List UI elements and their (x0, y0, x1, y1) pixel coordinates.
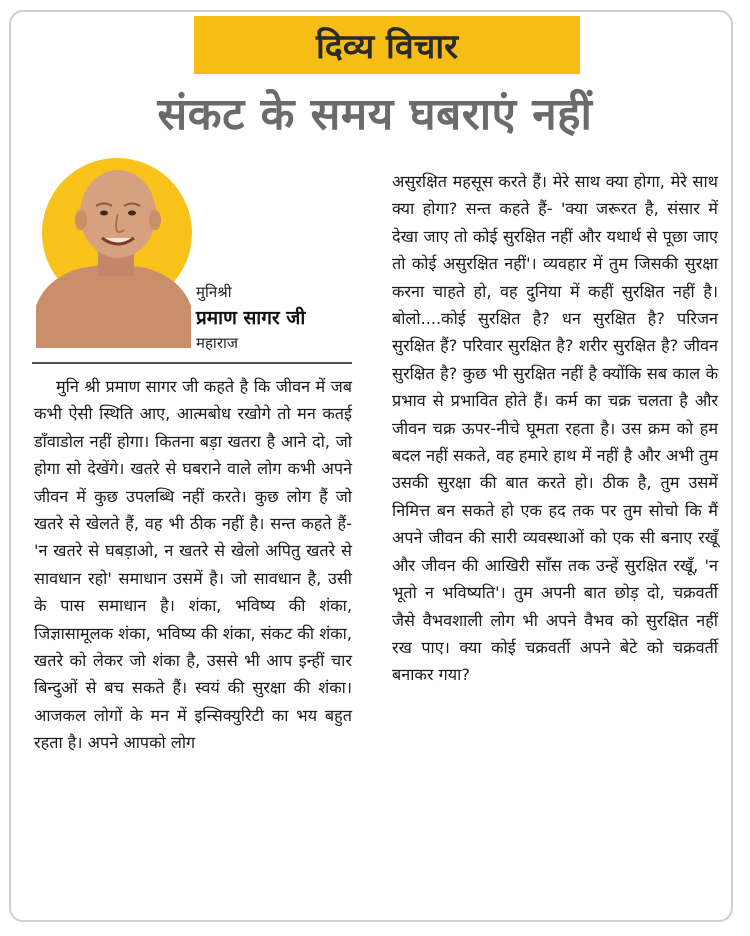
section-banner (194, 16, 580, 74)
author-name: प्रमाण सागर जी (196, 307, 306, 329)
byline-divider (32, 362, 352, 364)
author-suffix: महाराज (196, 334, 238, 352)
portrait-photo (36, 166, 191, 348)
body-column-left: मुनि श्री प्रमाण सागर जी कहते है कि जीवन में जब कभी ऐसी स्थिति आए, आत्मबोध रखोगे तो मन कतई डाँवाडोल नहीं होगा। कितना बड़ा खतरा है आने दो, जो होगा सो देखेंगे। खतरे से घबराने वाले लोग कभी अपने जीवन में कुछ उपलब्धि नहीं करते। कुछ लोग हैं जो खतरे से खेलते हैं, वह भी ठीक नहीं है। सन्त कहते हैं- 'न खतरे से घबड़ाओ, न खतरे से खेलो अपितु खतरे से सावधान रहो' समाधान उसमें है। जो सावधान है, उसी के पास समाधान है। शंका, भविष्य की शंका, जिज्ञासामूलक शंका, भविष्य की शंका, संकट की शंका, खतरे को लेकर जो शंका है, उससे भी आप इन्हीं चार बिन्दुओं से बच सकते हैं। स्वयं की सुरक्षा की शंका। आजकल लोगों के मन में इन्सिक्युरिटी का भय बहुत रहता है। अपने आपको लोग (34, 377, 352, 753)
author-byline (196, 282, 305, 353)
body-column-right: असुरक्षित महसूस करते हैं। मेरे साथ क्या होगा, मेरे साथ क्या होगा? सन्त कहते हैं- 'क्या जरूरत है, संसार में देखा जाए तो कोई सुरक्षित नहीं और यथार्थ से पूछा जाए तो कोई असुरक्षित नहीं'। व्यवहार में तुम जिसकी सुरक्षा करना चाहते हो, वह दुनिया में कहीं सुरक्षित नहीं है। बोलो....कोई सुरक्षित है? धन सुरक्षित है? परिजन सुरक्षित हैं? परिवार सुरक्षित है? शरीर सुरक्षित है? जीवन सुरक्षित है? कुछ भी सुरक्षित नहीं है क्योंकि सब काल के प्रभाव से प्रभावित होते हैं। कर्म का चक्र चलता है और जीवन चक्र ऊपर-नीचे घूमता रहता है। उस क्रम को हम बदल नहीं सकते, वह हमारे हाथ में नहीं है और अभी तुम उसकी सुरक्षा की बात करते हो। ठीक है, तुम उसमें निमित्त बन सकते हो एक हद तक पर तुम सोचो कि मैं अपने जीवन की सारी व्यवस्थाओं को एक सी बनाए रखूँ और जीवन की आखिरी साँस तक उन्हें सुरक्षित रखूँ, 'न भूतो न भविष्यति'। तुम अपनी बात छोड़ दो, चक्रवर्ती जैसे वैभवशाली लोग भी अपने वैभव को सुरक्षित नहीं रख पाए। क्या कोई चक्रवर्ती अपने बेटे को चक्रवर्ती बनाकर गया? (392, 172, 718, 685)
section-title: दिव्य विचार (315, 27, 459, 67)
headline: संकट के समय घबराएं नहीं (157, 89, 593, 140)
author-title: मुनिश्री (196, 283, 232, 301)
portrait-illustration (36, 166, 191, 348)
